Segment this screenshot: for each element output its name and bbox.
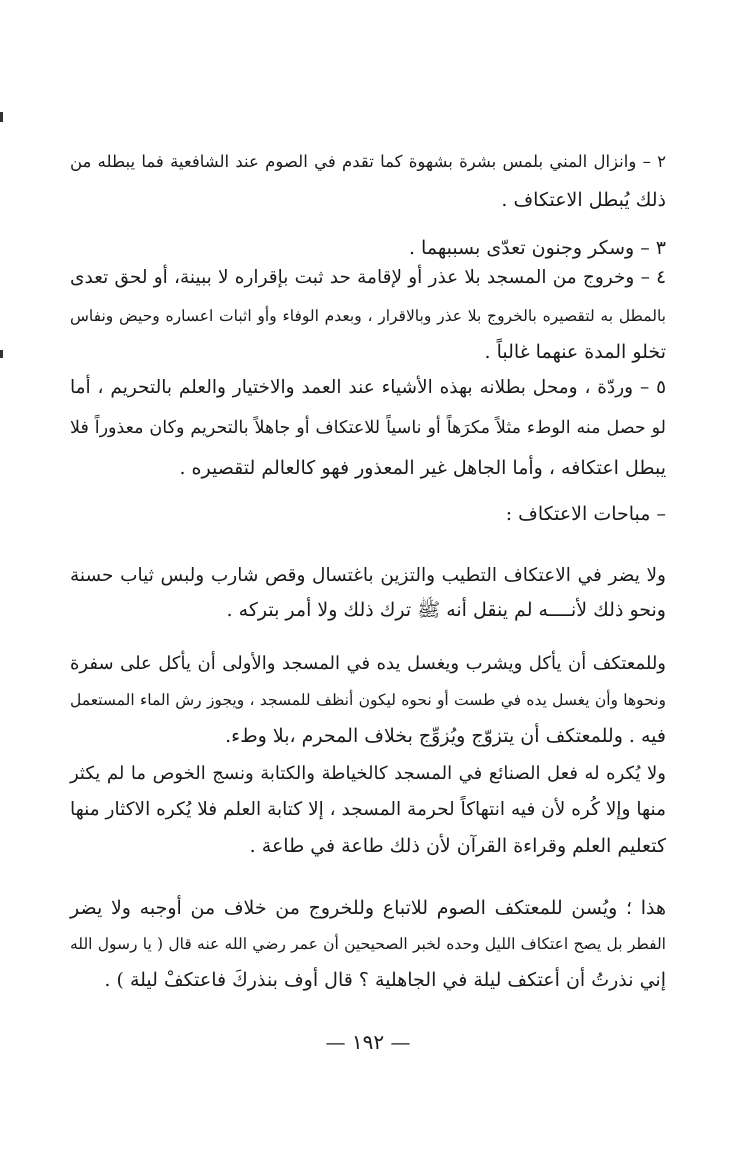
text-line: ونحوها وأن يغسل يده في طست أو نحوه ليكون أنظف للمسجد ، ويجوز رش الماء المستعمل bbox=[70, 691, 666, 709]
text-line: كتعليم العلم وقراءة القرآن لأن ذلك طاعة في طاعة . bbox=[249, 835, 666, 857]
text-line: ٥ – وردّة ، ومحل بطلانه بهذه الأشياء عند العمد والاختيار والعلم بالتحريم ، أما bbox=[70, 377, 667, 398]
text-line: ولا يُكره له فعل الصنائع في المسجد كالخياطة والكتابة ونسج الخوص ما لم يكثر bbox=[70, 763, 666, 784]
text-line: ونحو ذلك لأنــــه لم ينقل أنه ﷺ ترك ذلك ولا أمر بتركه . bbox=[226, 599, 666, 621]
text-line: يبطل اعتكافه ، وأما الجاهل غير المعذور فهو كالعالم لتقصيره . bbox=[179, 457, 666, 479]
text-line: إني نذرتُ أن أعتكف ليلة في الجاهلية ؟ قال أوف بنذركَ فاعتكفْ ليلة ) . bbox=[104, 969, 666, 991]
text-line: بالمطل به لتقصيره بالخروج بلا عذر وبالاقرار ، وبعدم الوفاء وأو اثبات اعساره وحيض ونفاس bbox=[70, 307, 666, 325]
text-line: ٣ – وسكر وجنون تعدّى بسببهما . bbox=[408, 237, 666, 259]
text-line: وللمعتكف أن يأكل ويشرب ويغسل يده في المسجد والأولى أن يأكل على سفرة bbox=[70, 653, 666, 674]
text-line: تخلو المدة عنهما غالباً . bbox=[484, 341, 666, 363]
text-line: ٤ – وخروج من المسجد بلا عذر أو لإقامة حد ثبت بإقراره لا ببينة، أو لحق تعدى bbox=[70, 267, 666, 288]
section-heading: – مباحات الاعتكاف : bbox=[505, 503, 666, 525]
scan-edge-mark bbox=[0, 350, 3, 358]
text-line: منها وإلا كُره لأن فيه انتهاكاً لحرمة المسجد ، إلا كتابة العلم فلا يُكره الاكثار منها bbox=[70, 799, 666, 820]
text-line: الفطر بل يصح اعتكاف الليل وحده لخبر الصحيحين أن عمر رضي الله عنه قال ( يا رسول الله bbox=[70, 935, 666, 953]
page-number: — ١٩٢ — bbox=[325, 1030, 411, 1054]
text-line: ولا يضر في الاعتكاف التطيب والتزين باغتسال وقص شارب ولبس ثياب حسنة bbox=[70, 565, 666, 586]
text-line: لو حصل منه الوطء مثلاً مكرَهاً أو ناسياً للاعتكاف أو جاهلاً بالتحريم وكان معذوراً فلا bbox=[70, 418, 666, 438]
scan-edge-mark bbox=[0, 112, 3, 122]
text-line: ذلك يُبطل الاعتكاف . bbox=[501, 189, 666, 211]
text-line: ٢ – وانزال المني بلمس بشرة بشهوة كما تقدم في الصوم عند الشافعية فما يبطله من bbox=[70, 152, 666, 171]
text-line: هذا ؛ ويُسن للمعتكف الصوم للاتباع وللخروج من خلاف من أوجبه ولا يضر bbox=[70, 897, 666, 919]
text-line: فيه . وللمعتكف أن يتزوّج ويُزوِّج بخلاف المحرم ،بلا وطء. bbox=[225, 725, 666, 747]
